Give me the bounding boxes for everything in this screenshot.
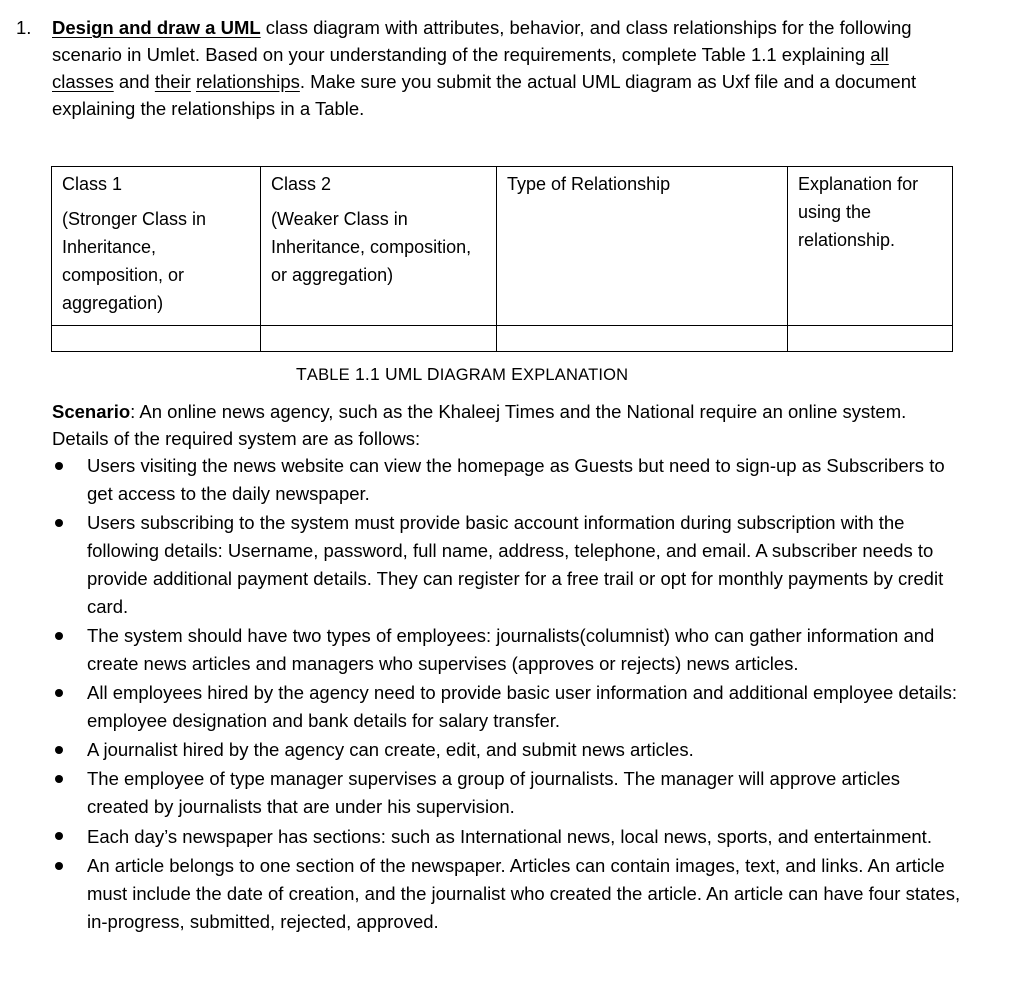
caption-e: E (506, 364, 523, 384)
bullet-icon (55, 832, 63, 840)
empty-cell (261, 326, 497, 352)
list-item-text: All employees hired by the agency need to provide basic user information and additional employee details: employee designation and bank details for salary transfer. (87, 682, 958, 731)
list-item-text: Users subscribing to the system must provide basic account information during subscription with the following details: Username, password, full name, address, telephone, and email. A subscriber needs to provide additional payment details. They can register for a free trail or opt for monthly payments by credit card. (87, 512, 944, 617)
bullet-icon (55, 632, 63, 640)
header-class1-subtitle: (Stronger Class in Inheritance, composition, or aggregation) (62, 209, 207, 313)
underlined-relationships: relationships (196, 71, 300, 92)
list-item (52, 509, 962, 621)
list-item-text: Users visiting the news website can view the homepage as Guests but need to sign-up as Subscribers to get access to the daily newspaper. (87, 455, 945, 504)
table-caption (296, 364, 628, 385)
list-item (52, 622, 962, 678)
caption-iagram: IAGRAM (439, 366, 507, 384)
header-relationship-type (497, 167, 788, 326)
question-text (52, 14, 962, 122)
list-item-text: The employee of type manager supervises a group of journalists. The manager will approve articles created by journalists that are under his supervision. (87, 768, 901, 817)
header-class2-subtitle: (Weaker Class in Inheritance, composition, or aggregation) (271, 209, 472, 285)
question-and: and (113, 71, 155, 92)
list-item-text: The system should have two types of employees: journalists(columnist) who can gather information and create news articles and managers who supervises (approves or rejects) news articles. (87, 625, 935, 674)
question-text-part: class diagram with attributes, behavior, and class relationships for the following scenario in Umlet. Based on your understanding of the requirements, complete Table 1.1 explaining (52, 17, 912, 65)
list-item (52, 679, 962, 735)
list-item (52, 452, 962, 508)
header-relationship-type-title: Type of Relationship (507, 174, 671, 194)
list-item-text: An article belongs to one section of the newspaper. Articles can contain images, text, and links. An article must include the date of creation, and the journalist who created the article. An article can have four states, in-progress, submitted, rejected, approved. (87, 855, 961, 932)
list-item-text: Each day’s newspaper has sections: such as International news, local news, sports, and entertainment. (87, 826, 932, 847)
header-class1 (52, 167, 261, 326)
header-class2-title: Class 2 (271, 174, 332, 194)
caption-num: 1.1 UML D (349, 364, 440, 384)
relationship-table (51, 166, 953, 352)
scenario-text: : An online news agency, such as the Khaleej Times and the National require an online system. Details of the required system are as follows: (52, 401, 907, 449)
requirements-list (52, 452, 962, 937)
empty-cell (497, 326, 788, 352)
bullet-icon (55, 746, 63, 754)
bullet-icon (55, 775, 63, 783)
bullet-icon (55, 689, 63, 697)
bullet-icon (55, 462, 63, 470)
underlined-all: all (870, 44, 889, 65)
empty-cell (788, 326, 953, 352)
table-row (52, 326, 953, 352)
caption-xplanation: XPLANATION (522, 366, 629, 384)
scenario-label: Scenario (52, 401, 131, 422)
question-number: 1. (16, 17, 32, 38)
list-item-text: A journalist hired by the agency can create, edit, and submit news articles. (87, 739, 694, 760)
scenario-paragraph (52, 398, 962, 452)
list-item (52, 765, 962, 821)
question-text-rest: . Make sure you submit the actual UML diagram as Uxf file and a document explaining the relationships in a Table. (52, 71, 917, 119)
underlined-classes: classes (52, 71, 114, 92)
header-explanation (788, 167, 953, 326)
list-item (52, 736, 962, 764)
empty-cell (52, 326, 261, 352)
list-item (52, 852, 962, 936)
header-explanation-title: Explanation for using the relationship. (798, 174, 919, 250)
list-item (52, 822, 962, 851)
caption-able: ABLE (306, 366, 350, 384)
header-class2 (261, 167, 497, 326)
table-header-row (52, 167, 953, 326)
underlined-their: their (154, 71, 191, 92)
bullet-icon (55, 519, 63, 527)
caption-t: T (296, 364, 307, 384)
question-title-bold: Design and draw a UML (52, 17, 261, 38)
bullet-icon (55, 862, 63, 870)
header-class1-title: Class 1 (62, 174, 123, 194)
